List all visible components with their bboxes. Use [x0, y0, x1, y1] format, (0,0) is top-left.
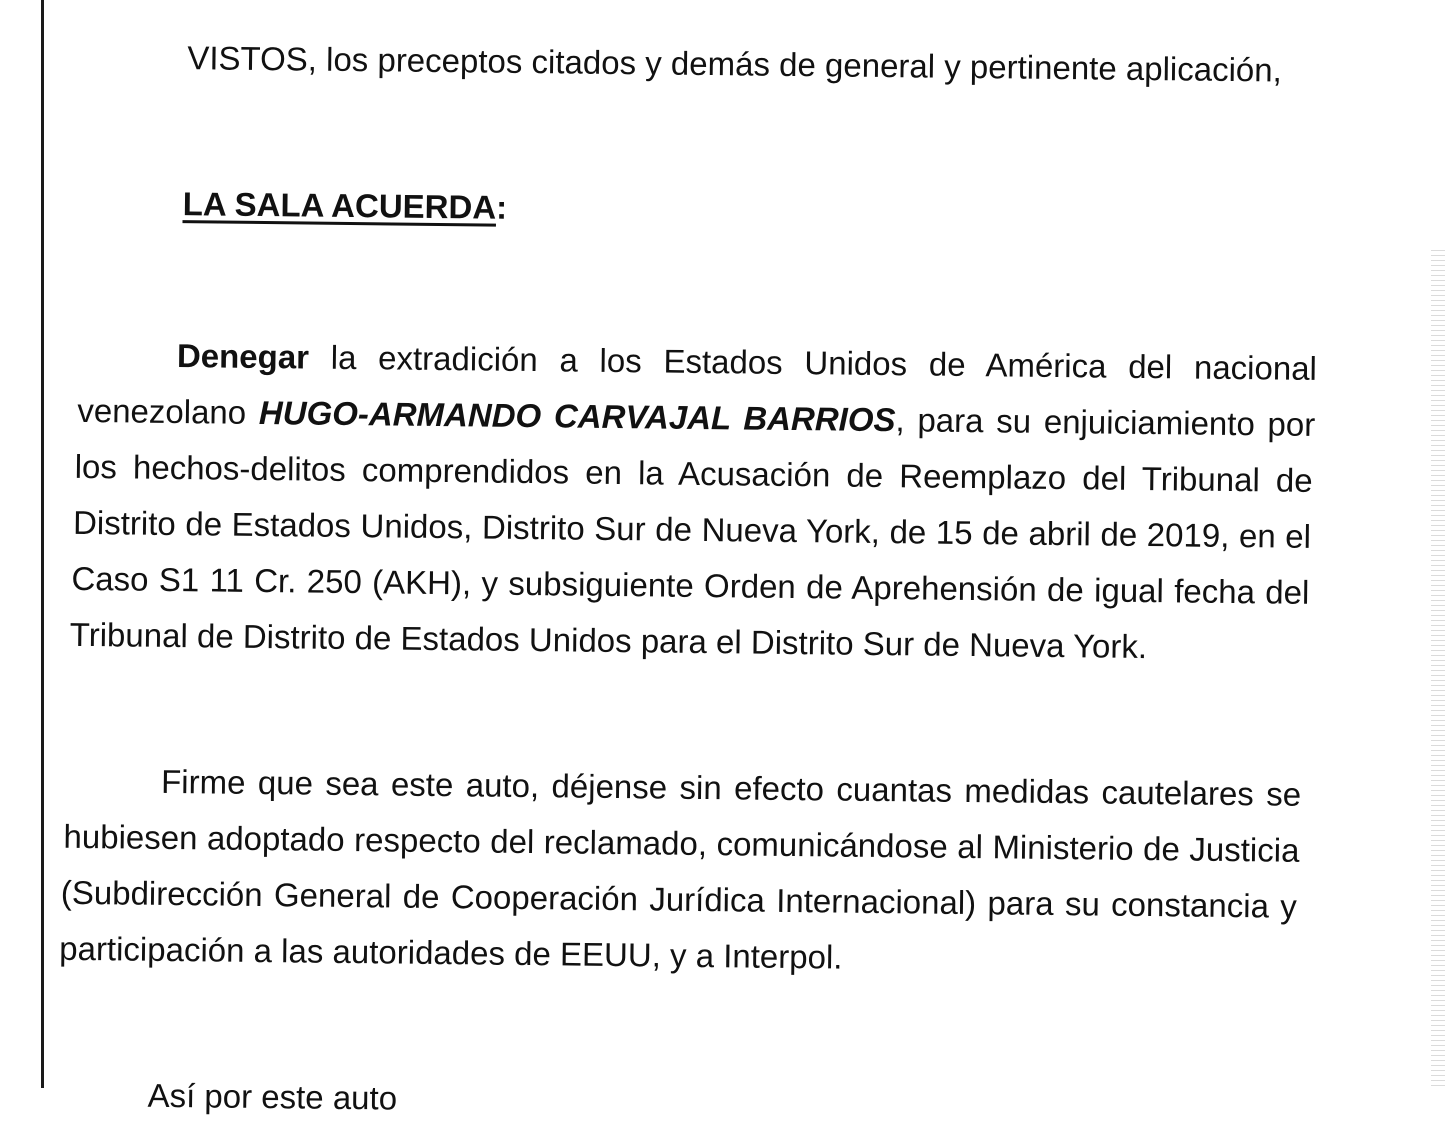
section-heading — [182, 176, 507, 236]
para1-line2-post: , para su enjuiciamiento por — [895, 401, 1316, 443]
para2-line2-text: hubiesen adoptado respecto del reclamado, comunicándose al Ministerio de Justicia — [63, 817, 1300, 869]
para2-line4-text: participación a las autoridades de EEUU, y a Interpol. — [59, 929, 843, 976]
para1-line1-rest: la extradición a los Estados Unidos de América del nacional — [308, 338, 1318, 387]
para1-line2-pre: venezolano — [77, 391, 260, 431]
cut-off-line — [147, 1068, 398, 1117]
para1-lead: Denegar — [176, 337, 310, 376]
cut-off-text: Así por este auto — [147, 1076, 398, 1117]
para1-line4-text: Distrito de Estados Unidos, Distrito Sur de Nueva York, de 15 de abril de 2019, en el — [72, 503, 1312, 555]
para2-line1-text: Firme que sea este auto, déjense sin efecto cuantas medidas cautelares se — [160, 762, 1302, 813]
para1-line5-text: Caso S1 11 Cr. 250 (AKH), y subsiguiente Orden de Aprehensión de igual fecha del — [71, 559, 1310, 611]
para1-line3-text: los hechos-delitos comprendidos en la Acusación de Reemplazo del Tribunal de — [74, 447, 1313, 499]
defendant-name: HUGO-ARMANDO CARVAJAL BARRIOS — [258, 393, 896, 439]
para2-line4 — [59, 921, 843, 986]
para1-line6 — [69, 607, 1147, 675]
vistos-line — [187, 30, 1282, 98]
vistos-text: VISTOS, los preceptos citados y demás de general y pertinente aplicación, — [187, 39, 1282, 89]
heading-text: LA SALA ACUERDA — [182, 185, 497, 226]
para2-line3-text: (Subdirección General de Cooperación Jurídica Internacional) para su constancia y — [60, 873, 1298, 925]
heading-colon: : — [495, 188, 508, 226]
para1-line6-text: Tribunal de Distrito de Estados Unidos para el Distrito Sur de Nueva York. — [69, 615, 1148, 666]
